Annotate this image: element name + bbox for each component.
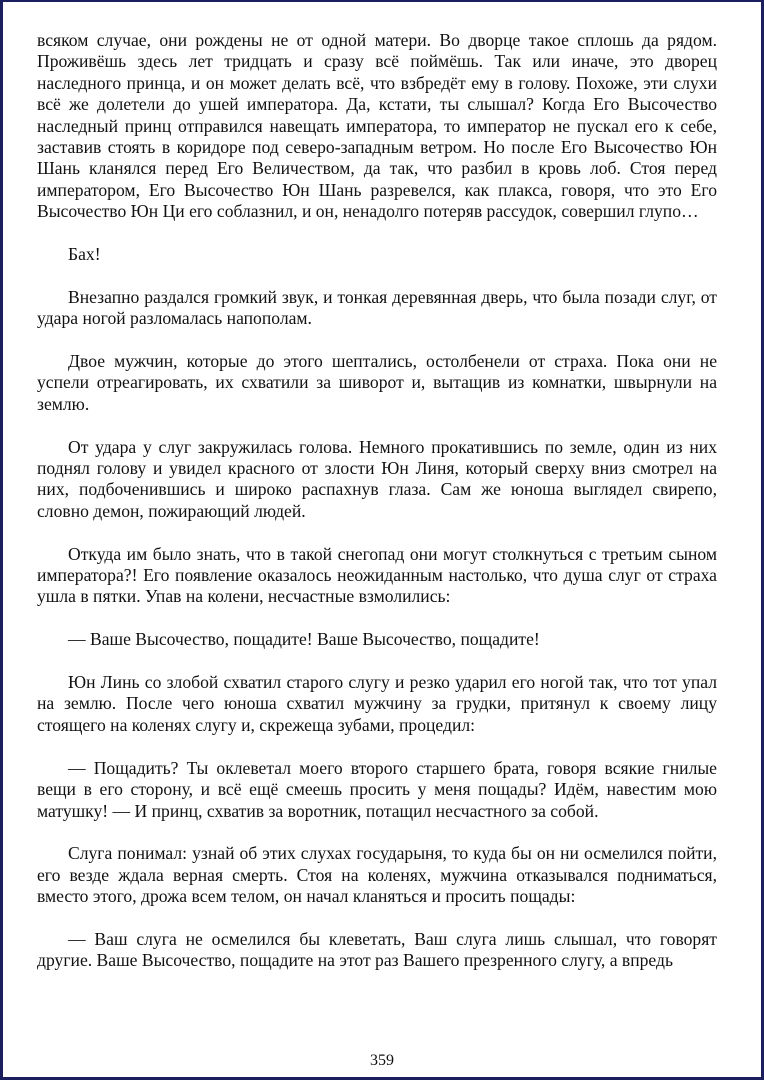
page-body [37,30,717,993]
paragraph-1: всяком случае, они рождены не от одной матери. Во дворце такое сплошь да рядом. Проживёшь здесь лет тридцать и сразу всё поймёшь. Так или иначе, это дворец наследного принца, и он может делать всё, что взбредёт ему в голову. Похоже, эти слухи всё же долетели до ушей императора. Да, кстати, ты слышал? Когда Его Высочество наследный принц отправился навещать императора, то император не пускал его к себе, заставив стоять в коридоре под северо-западным ветром. Но после Его Высочество Юн Шань кланялся перед Его Величеством, да так, что разбил в кровь лоб. Стоя перед императором, Его Высочество Юн Шань разревелся, как плакса, говоря, что это Его Высочество Юн Ци его соблазнил, и он, ненадолго потеряв рассудок, совершил глупо… [37,30,717,222]
paragraph-2: Бах! [68,244,101,265]
paragraph-10: Слуга понимал: узнай об этих слухах государыня, то куда бы он ни осмелился пойти, его везде ждала верная смерть. Стоя на коленях, мужчина отказывался подниматься, вместо этого, дрожа всем телом, он начал кланяться и просить пощады: [37,843,717,907]
paragraph-3: Внезапно раздался громкий звук, и тонкая деревянная дверь, что была позади слуг, от удара ногой разломалась напополам. [37,286,717,329]
paragraph-8: Юн Линь со злобой схватил старого слугу и резко ударил его ногой так, что тот упал на землю. После чего юноша схватил мужчину за грудки, притянул к своему лицу стоящего на коленях слугу и, скрежеща зубами, процедил: [37,672,717,735]
paragraph-6: Откуда им было знать, что в такой снегопад они могут столкнуться с третьим сыном императора?! Его появление оказалось неожиданным настолько, что душа слуг от страха ушла в пятки. Упав на колени, несчастные взмолились: [37,543,717,607]
paragraph-11: — Ваш слуга не осмелился бы клеветать, Ваш слуга лишь слышал, что говорят другие. Ваше Высочество, пощадите на этот раз Вашего презренного слугу, а впредь [37,928,717,971]
paragraph-5: От удара у слуг закружилась голова. Немного прокатившись по земле, один из них поднял голову и увидел красного от злости Юн Линя, который сверху вниз смотрел на них, подбоченившись и широко распахнув глаза. Сам же юноша выглядел свирепо, словно демон, пожирающий людей. [37,436,717,521]
page-number: 359 [370,1052,394,1069]
paragraph-4: Двое мужчин, которые до этого шептались, остолбенели от страха. Пока они не успели отреагировать, их схватили за шиворот и, вытащив из комнатки, швырнули на землю. [37,351,717,414]
paragraph-9: — Пощадить? Ты оклеветал моего второго старшего брата, говоря всякие гнилые вещи в его сторону, и всё ещё смеешь просить у меня пощады? Идём, навестим мою матушку! — И принц, схватив за воротник, потащил несчастного за собой. [37,757,717,821]
paragraph-7: — Ваше Высочество, пощадите! Ваше Высочество, пощадите! [68,629,540,650]
